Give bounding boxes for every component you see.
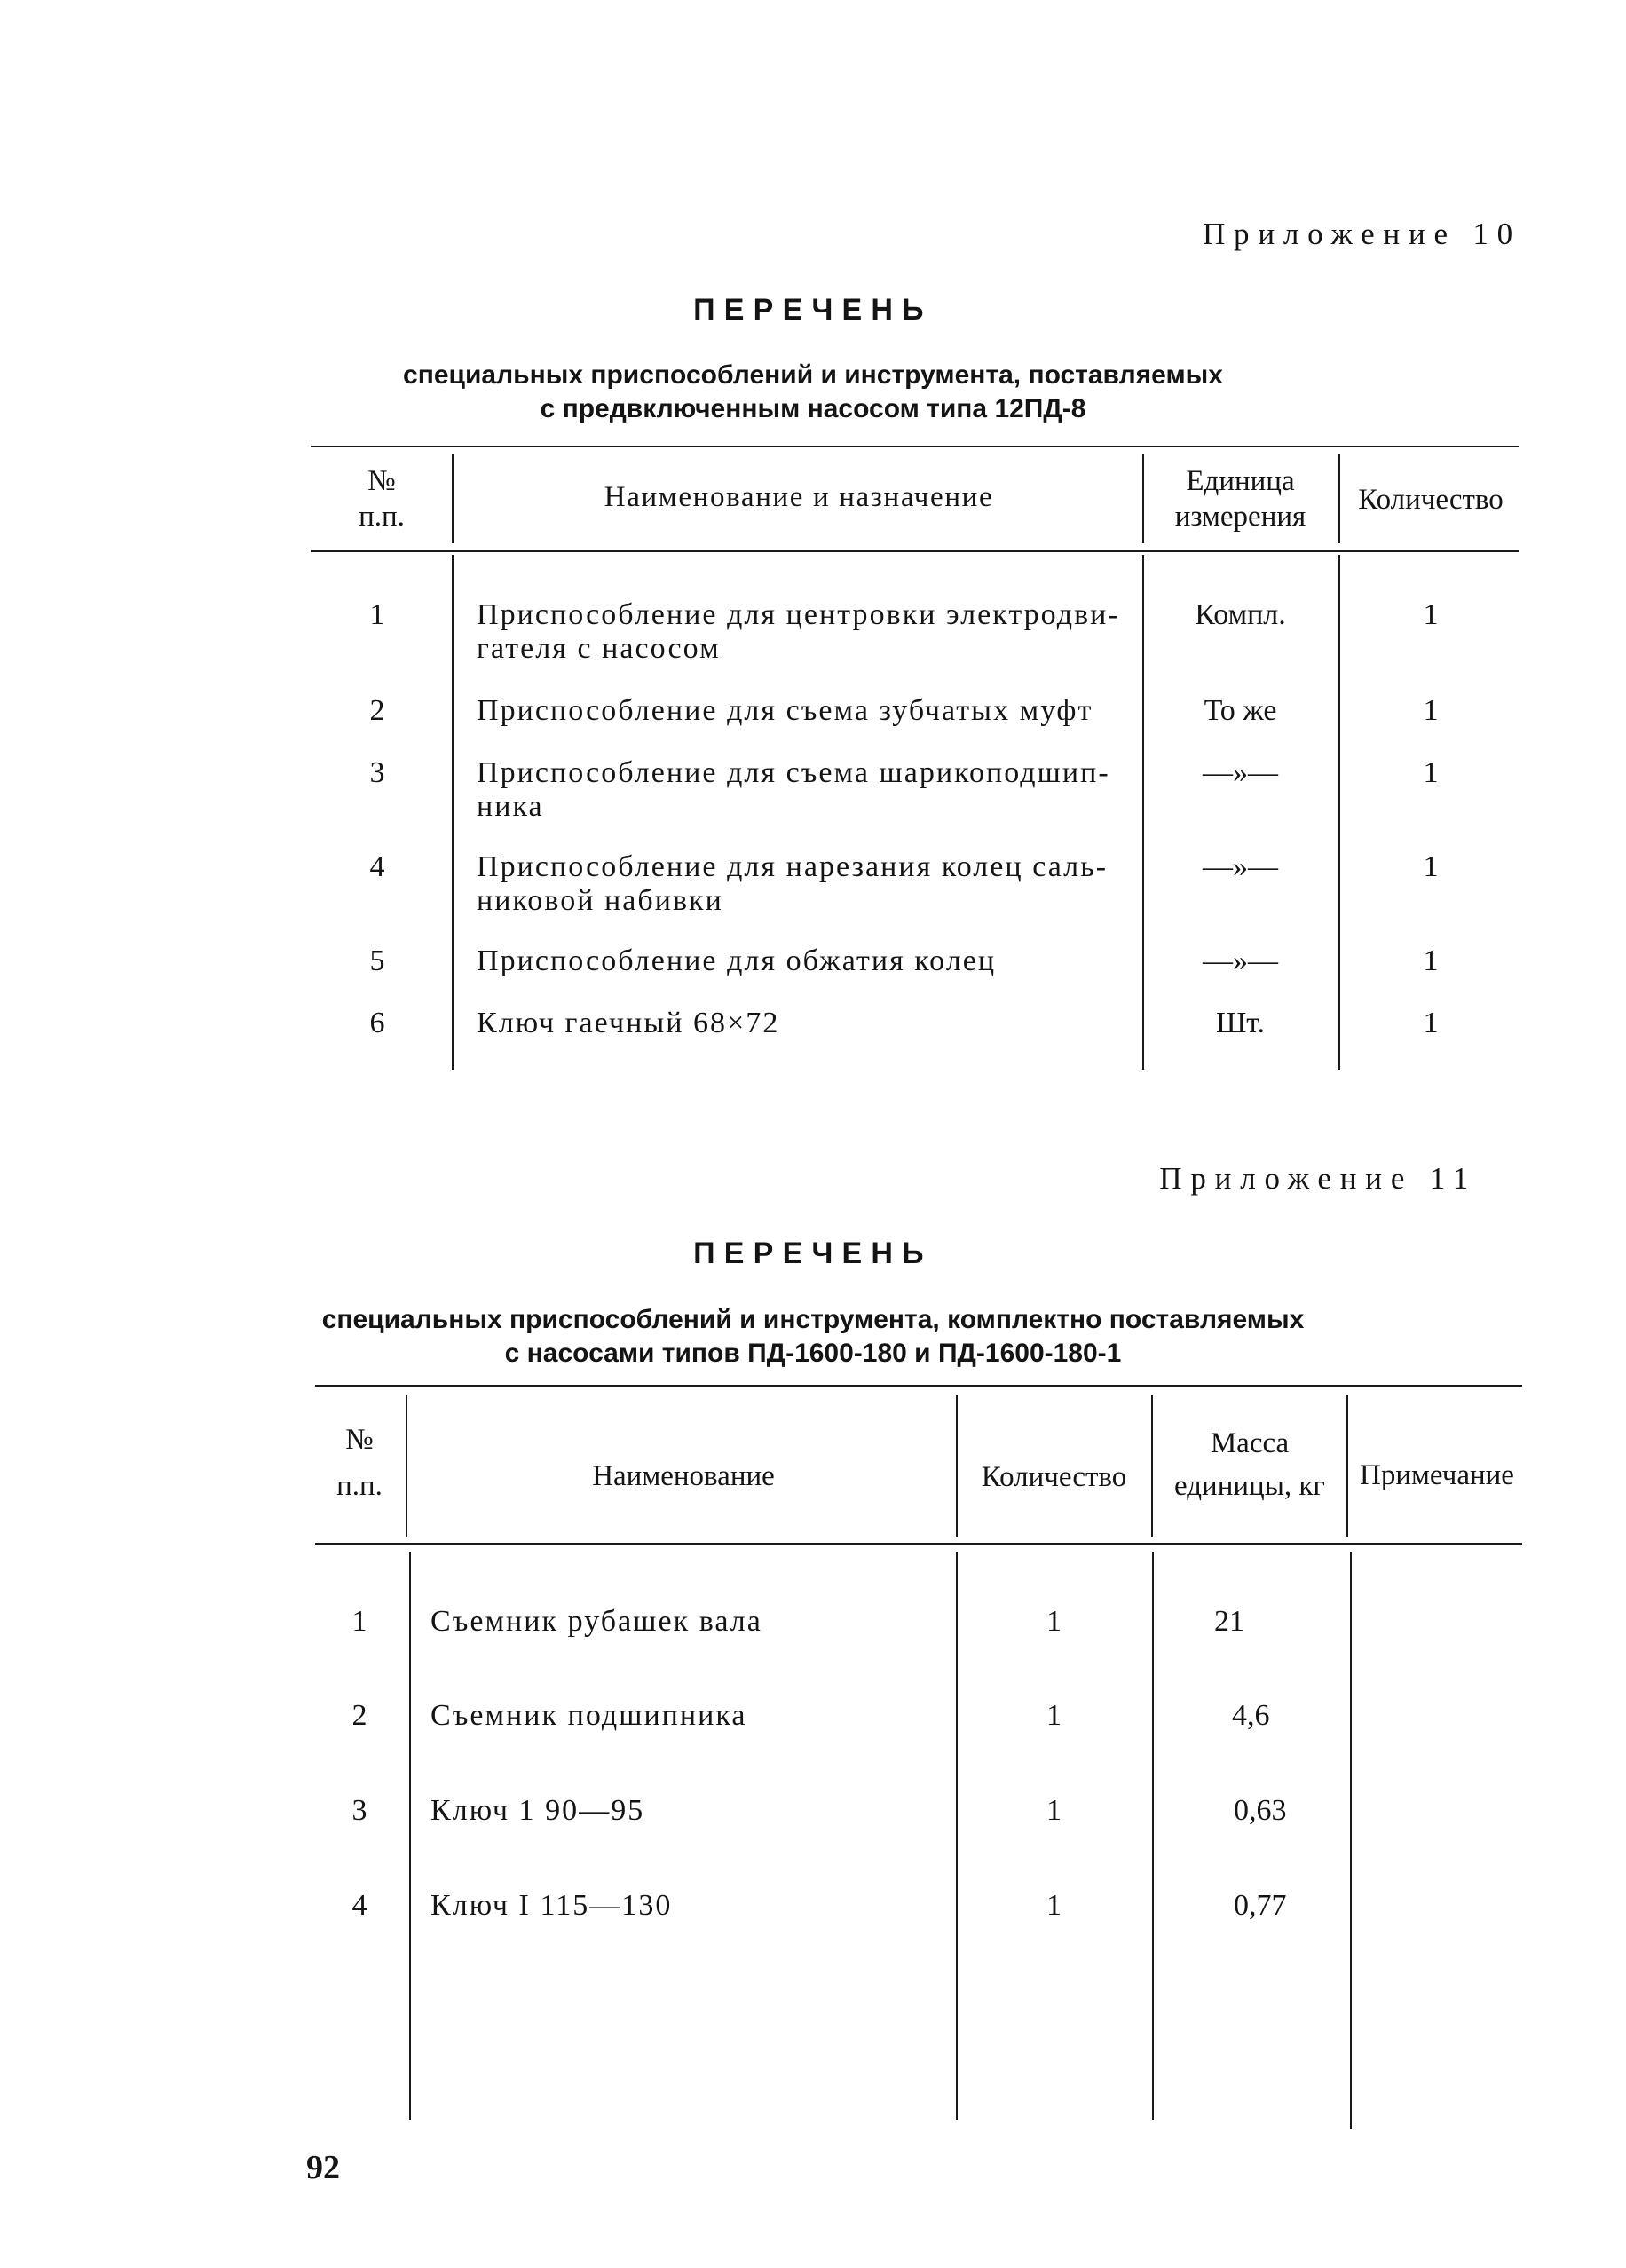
row-4-name-line2: никовой набивки xyxy=(477,884,723,917)
row-1-mass: 21 xyxy=(1214,1605,1244,1638)
column-header-mass xyxy=(1154,1426,1346,1504)
header-mass-line1: Масса xyxy=(1210,1427,1290,1459)
appendix-10-subtitle-line1: специальных приспособлений и инструмента, поставляемых xyxy=(403,360,1223,390)
column-header-unit xyxy=(1145,463,1336,534)
column-divider xyxy=(409,1552,411,2120)
column-header-note: Примечание xyxy=(1360,1459,1514,1491)
row-4-name-line1: Приспособление для нарезания колец саль- xyxy=(477,850,1109,883)
column-header-name: Наименование xyxy=(592,1460,775,1492)
appendix-11-label: Приложение 11 xyxy=(1159,1161,1477,1196)
row-4-name: Ключ I 115—130 xyxy=(430,1889,673,1922)
row-2-qty: 1 xyxy=(1423,694,1439,727)
row-6-unit: Шт. xyxy=(1215,1007,1266,1039)
row-5-qty: 1 xyxy=(1423,944,1439,977)
column-divider xyxy=(452,555,454,1070)
row-5-name-line1: Приспособление для обжатия колец xyxy=(477,944,997,977)
row-1-num: 1 xyxy=(369,598,385,631)
row-3-num: 3 xyxy=(369,756,385,789)
row-2-mass: 4,6 xyxy=(1232,1699,1270,1732)
row-4-unit: —»— xyxy=(1203,850,1278,883)
header-num-abbr: п.п. xyxy=(359,501,405,533)
appendix-11-heading: ПЕРЕЧЕНЬ xyxy=(693,1237,933,1270)
column-divider xyxy=(956,1395,958,1537)
row-1-name-line2: гателя с насосом xyxy=(477,632,721,665)
header-mass-line2: единицы, кг xyxy=(1174,1470,1325,1502)
appendix-10-heading: ПЕРЕЧЕНЬ xyxy=(693,293,933,327)
row-3-num: 3 xyxy=(351,1794,367,1827)
column-divider xyxy=(406,1395,407,1537)
appendix-10-label: Приложение 10 xyxy=(1202,217,1521,251)
row-2-name: Съемник подшипника xyxy=(430,1699,747,1732)
row-2-name-line1: Приспособление для съема зубчатых муфт xyxy=(477,694,1093,727)
row-6-name-line1: Ключ гаечный 68×72 xyxy=(477,1007,780,1039)
table-top-rule xyxy=(315,1385,1522,1387)
column-divider xyxy=(1152,1552,1154,2120)
row-3-qty: 1 xyxy=(1423,756,1439,789)
row-3-name: Ключ 1 90—95 xyxy=(430,1794,645,1827)
column-divider xyxy=(1151,1395,1153,1537)
header-unit-line2: измерения xyxy=(1174,501,1306,533)
column-header-name: Наименование и назначение xyxy=(604,481,994,513)
row-2-unit: То же xyxy=(1204,694,1277,727)
column-divider xyxy=(1338,555,1340,1070)
column-divider xyxy=(1142,454,1144,543)
row-5-unit: —»— xyxy=(1203,944,1278,977)
row-1-name-line1: Приспособление для центровки электродви- xyxy=(477,598,1120,631)
row-3-qty: 1 xyxy=(1046,1794,1062,1827)
column-divider xyxy=(1142,555,1144,1070)
row-6-qty: 1 xyxy=(1423,1007,1439,1039)
header-unit-line1: Единица xyxy=(1186,465,1295,497)
column-divider xyxy=(1346,1395,1348,1537)
table-header-rule xyxy=(311,550,1519,552)
header-num-abbr: п.п. xyxy=(336,1470,383,1502)
row-2-num: 2 xyxy=(351,1699,367,1732)
row-3-mass: 0,63 xyxy=(1234,1794,1287,1827)
row-1-qty: 1 xyxy=(1046,1605,1062,1638)
appendix-11-subtitle-line2: с насосами типов ПД-1600-180 и ПД-1600-180-1 xyxy=(504,1339,1122,1368)
row-1-name: Съемник рубашек вала xyxy=(430,1605,762,1638)
row-4-qty: 1 xyxy=(1046,1889,1062,1922)
appendix-11-subtitle-line1: специальных приспособлений и инструмента, комплектно поставляемых xyxy=(321,1305,1305,1334)
header-num-symbol: № xyxy=(367,465,396,497)
row-3-name-line2: ника xyxy=(477,790,544,823)
row-4-num: 4 xyxy=(351,1889,367,1922)
table-top-rule xyxy=(311,446,1519,447)
column-header-num xyxy=(324,463,439,534)
column-divider xyxy=(956,1552,958,2120)
row-1-qty: 1 xyxy=(1423,598,1439,631)
row-4-qty: 1 xyxy=(1423,850,1439,883)
column-divider xyxy=(1350,1552,1352,2129)
column-header-qty: Количество xyxy=(981,1461,1127,1493)
column-divider xyxy=(1338,454,1340,543)
row-3-name-line1: Приспособление для съема шарикоподшип- xyxy=(477,756,1110,789)
header-num-symbol: № xyxy=(345,1424,374,1456)
page-number: 92 xyxy=(306,2149,340,2186)
row-2-qty: 1 xyxy=(1046,1699,1062,1732)
row-3-unit: —»— xyxy=(1203,756,1278,789)
row-4-mass: 0,77 xyxy=(1234,1889,1287,1922)
column-header-num xyxy=(315,1422,404,1504)
column-divider xyxy=(452,454,454,543)
row-4-num: 4 xyxy=(369,850,385,883)
row-1-num: 1 xyxy=(351,1605,367,1638)
column-header-qty: Количество xyxy=(1358,484,1504,516)
row-5-num: 5 xyxy=(369,944,385,977)
table-header-rule xyxy=(315,1543,1522,1545)
row-6-num: 6 xyxy=(369,1007,385,1039)
row-2-num: 2 xyxy=(369,694,385,727)
row-1-unit: Компл. xyxy=(1195,598,1286,631)
appendix-10-subtitle-line2: с предвключенным насосом типа 12ПД-8 xyxy=(540,394,1086,423)
